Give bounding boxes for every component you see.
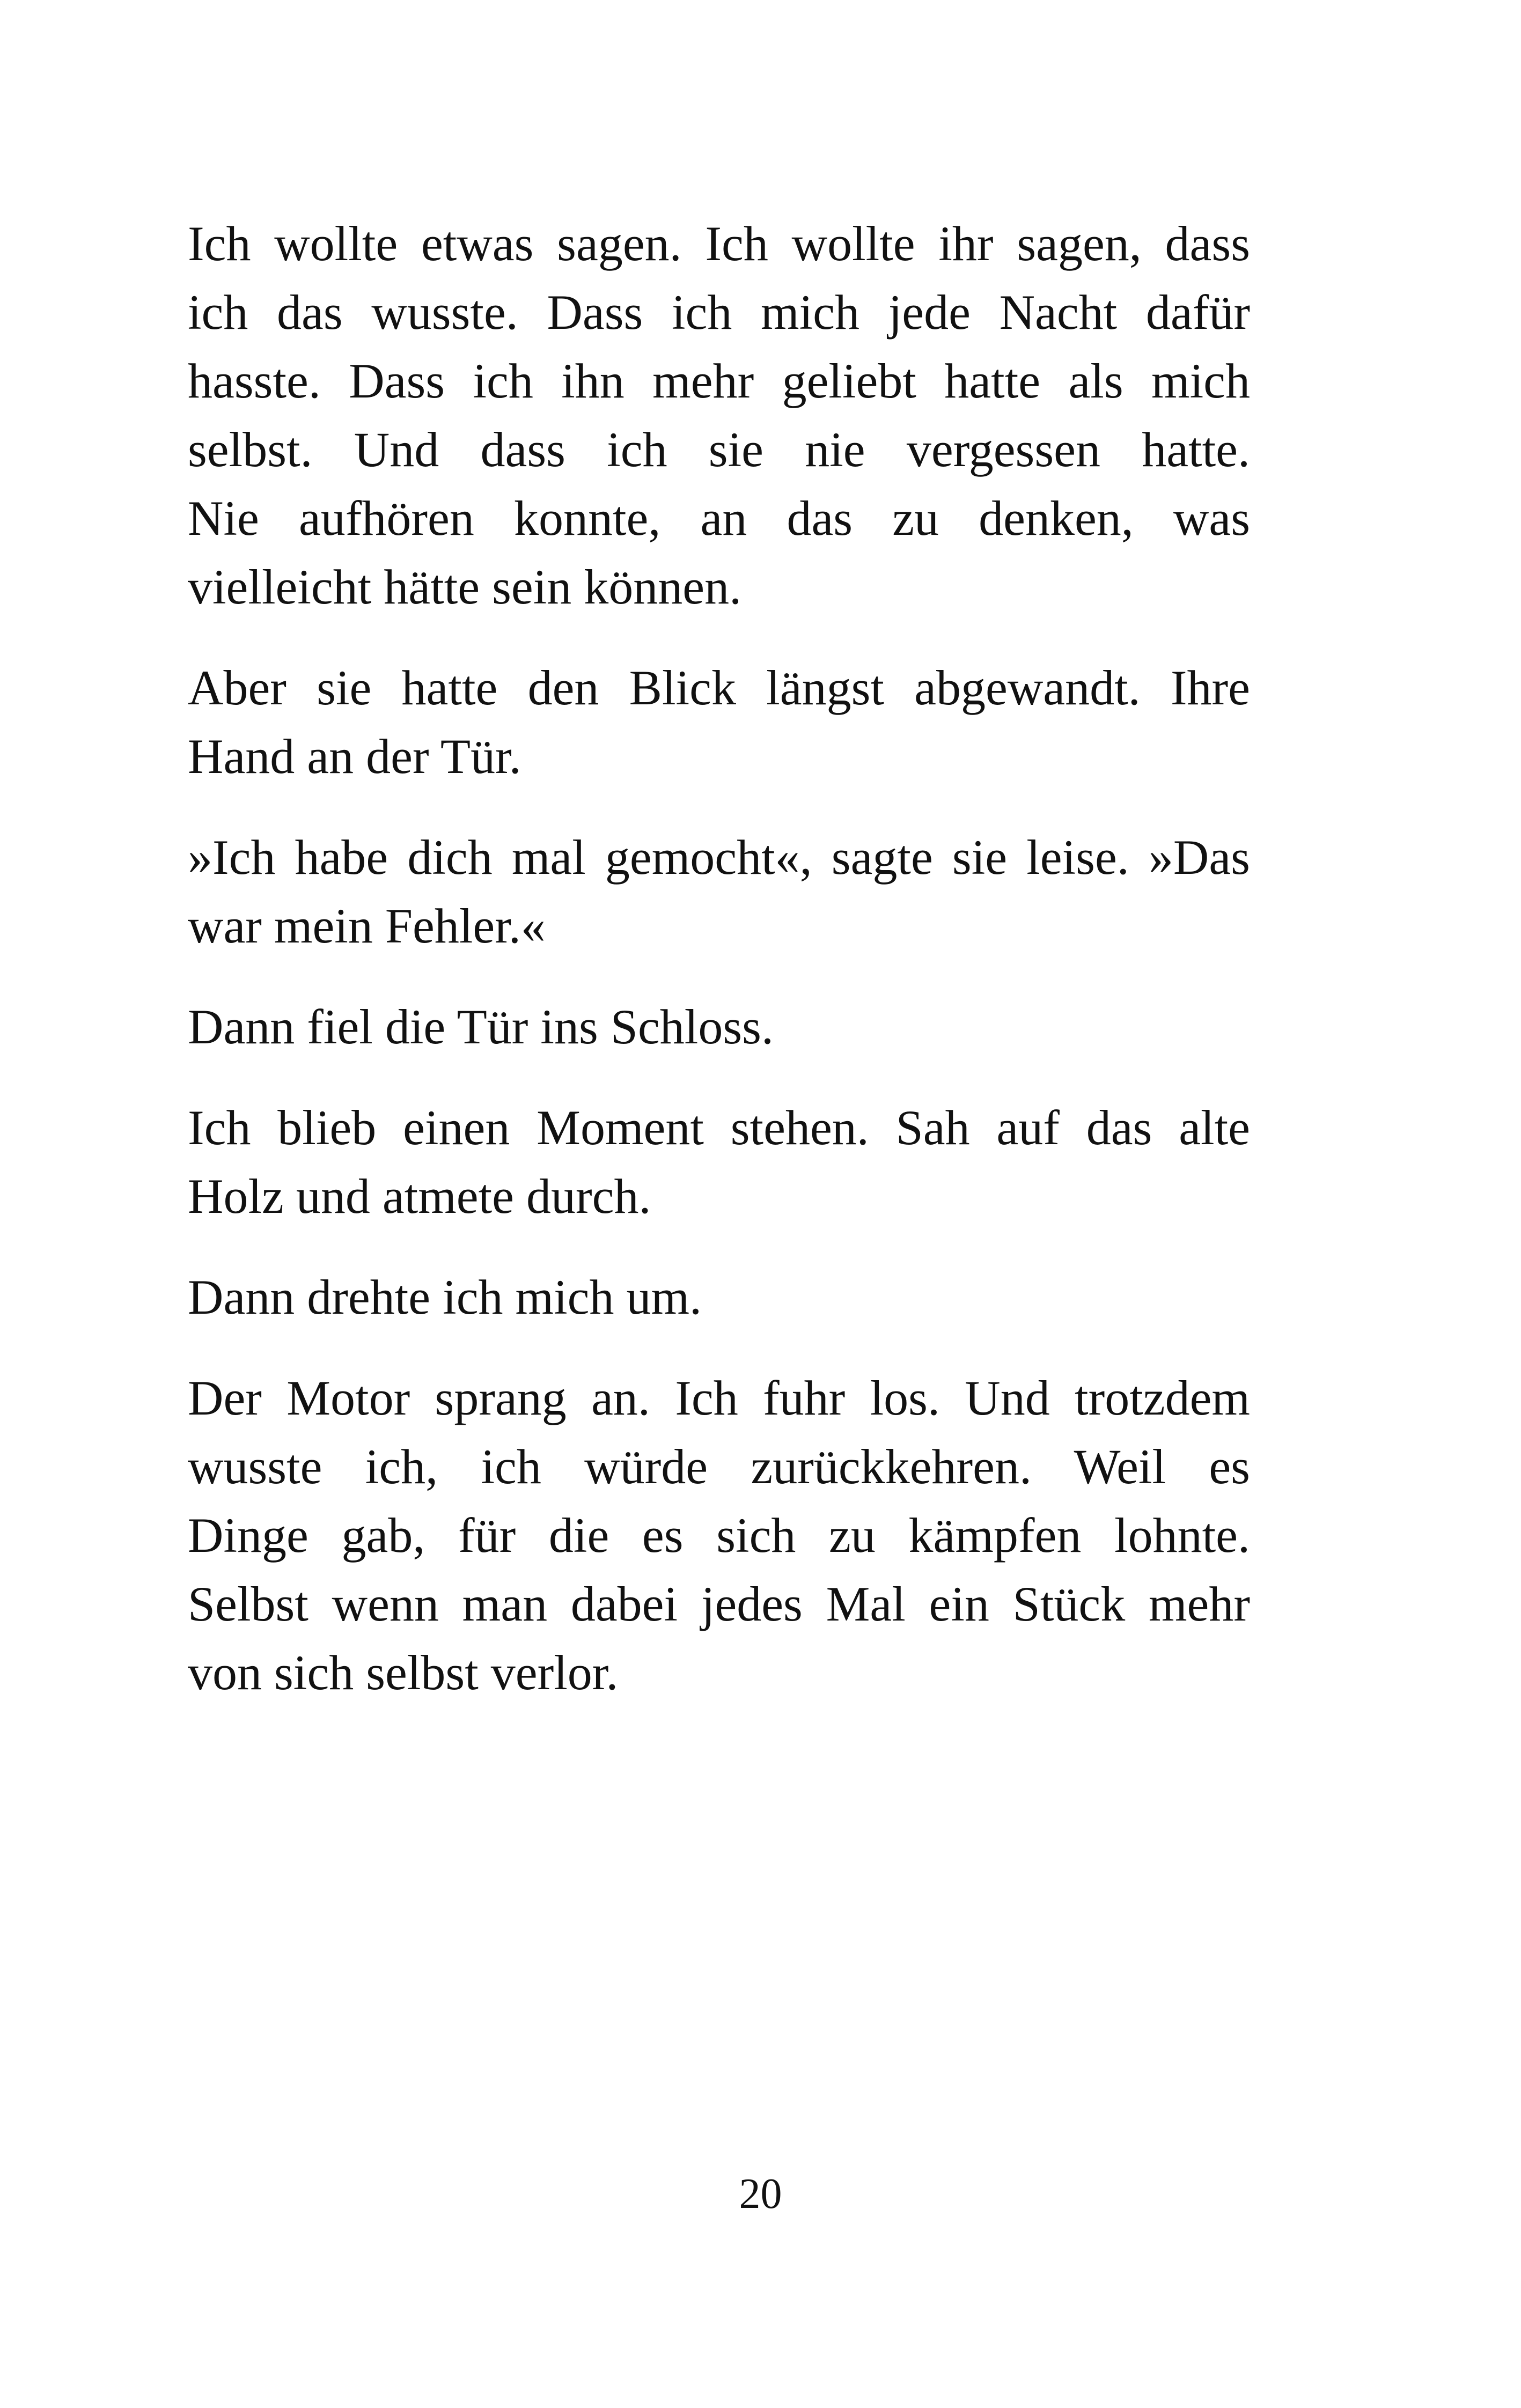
text-line: Der Motor sprang an. Ich fuhr los. Und trotzdem [188, 1371, 1250, 1425]
text-line: Selbst wenn man dabei jedes Mal ein Stück mehr [188, 1577, 1250, 1631]
text-line: Aber sie hatte den Blick längst abgewandt. Ihre [188, 660, 1250, 715]
text-line: Nie aufhören konnte, an das zu denken, was [188, 491, 1250, 546]
text-line: wusste ich, ich würde zurückkehren. Weil es [188, 1439, 1250, 1494]
text-line: Holz und atmete durch. [188, 1169, 651, 1224]
paragraph [188, 992, 1250, 1061]
paragraph [188, 1093, 1250, 1231]
text-line: »Ich habe dich mal gemocht«, sagte sie leise. »Das [188, 830, 1250, 885]
page-number: 20 [739, 2170, 782, 2218]
paragraph [188, 823, 1250, 960]
text-line: Dann drehte ich mich um. [188, 1270, 702, 1324]
text-line: vielleicht hätte sein können. [188, 559, 742, 614]
text-line: Ich wollte etwas sagen. Ich wollte ihr sagen, dass [188, 216, 1250, 271]
paragraph [188, 1364, 1250, 1707]
text-line: Hand an der Tür. [188, 729, 521, 784]
text-line: hasste. Dass ich ihn mehr geliebt hatte als mich [188, 354, 1250, 408]
paragraph [188, 209, 1250, 621]
text-line: ich das wusste. Dass ich mich jede Nacht dafür [188, 285, 1250, 340]
text-line: selbst. Und dass ich sie nie vergessen hatte. [188, 422, 1250, 477]
body-text [188, 209, 1250, 1739]
text-line: war mein Fehler.« [188, 899, 546, 953]
paragraph [188, 653, 1250, 791]
text-line: Dinge gab, für die es sich zu kämpfen lohnte. [188, 1508, 1250, 1563]
text-line: von sich selbst verlor. [188, 1645, 619, 1700]
text-line: Ich blieb einen Moment stehen. Sah auf das alte [188, 1100, 1250, 1155]
paragraph [188, 1263, 1250, 1331]
text-line: Dann fiel die Tür ins Schloss. [188, 999, 774, 1054]
